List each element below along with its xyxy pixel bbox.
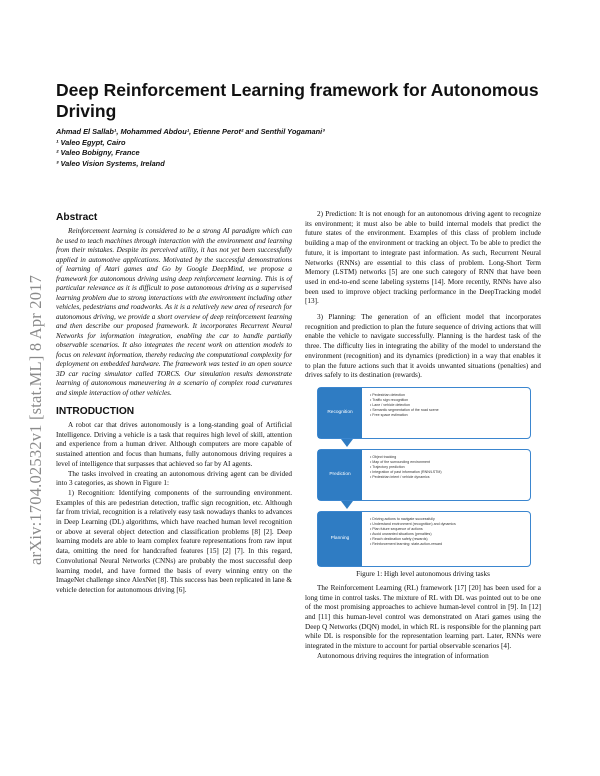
planning-item: • Driving actions to navigate successfully (370, 517, 530, 522)
planning-item: • Reach destination safely (rewards) (370, 537, 530, 542)
arxiv-stamp-text: arXiv:1704.02532v1 [stat.ML] 8 Apr 2017 (26, 274, 45, 565)
recognition-item: • Traffic sign recognition (370, 398, 530, 403)
abstract-heading: Abstract (56, 212, 98, 223)
intro-paragraph-recognition: 1) Recognition: Identifying components of the surrounding environment. Examples of this are pedestrian detection, traffic sign recognition, etc. Although far from trivial, recognition is a relatively easy task nowadays thanks to advances in Deep Learning (DL) algorithms, which have reached human level recognition or above at several object detection and classification problems [8] [2]. Deep learning models are able to learn complex feature representations from raw input data, omitting the need for handcrafted features [15] [2] [7]. In this regard, Convolutional Neural Networks (CNNs) are probably the most successful deep learning model, and have formed the basis of every winning entry on the ImageNet challenge since AlexNet [8]. This success has been replicated in lane & vehicle detection for autonomous driving [6]. (56, 488, 292, 594)
prediction-item: • Trajectory prediction (370, 465, 530, 470)
recognition-item: • Lane / vehicle detection (370, 403, 530, 408)
introduction-heading: INTRODUCTION (56, 406, 135, 417)
left-column (56, 212, 292, 596)
planning-stage-box (317, 511, 531, 567)
intro-paragraph-2: The tasks involved in creating an autonomous driving agent can be divided into 3 categories, as shown in Figure 1: (56, 469, 292, 488)
affiliation-2: ² Valeo Bobigny, France (56, 148, 140, 157)
prediction-item: • Map of the surrounding environment (370, 460, 530, 465)
planning-item: • Plan future sequence of actions (370, 527, 530, 532)
affiliation-3: ³ Valeo Vision Systems, Ireland (56, 158, 165, 168)
affiliation-1: ¹ Valeo Egypt, Cairo (56, 137, 126, 147)
rl-paragraph: The Reinforcement Learning (RL) framework [17] [20] has been used for a long time in control tasks. The mixture of RL with DL was pointed out to be one of the most promising approaches to achieve human-level control in [9]. In [12] and [11] this human-level control was demonstrated on Atari games using the Deep Q Networks (DQN) model, in which RL is responsible for the planning part while DL is responsible for the representation learning part. Later, RNNs were integrated in the mixture to account for partial observable scenarios [4]. (305, 583, 541, 651)
prediction-paragraph: 2) Prediction: It is not enough for an autonomous driving agent to recognize its environment; it must also be able to build internal models that predict the future states of the environment. Examples of this class of problem include building a map of the environment or tracking an object. To be able to predict the future, it is important to integrate past information. As such, Recurrent Neural Networks (RNNs) are essential to this class of problem. Long-Short Term Memory (LSTM) networks [5] are one such category of RNN that have been used in end-to-end scene labeling systems [14]. More recently, RNNs have also been used to improve object tracking performance in the DeepTracking model [13]. (305, 210, 541, 306)
author-names: Ahmad El Sallab¹, Mohammed Abdou¹, Etienne Perot² and Senthil Yogamani³ (56, 127, 325, 136)
abstract-text: Reinforcement learning is considered to be a strong AI paradigm which can be used to teach machines through interaction with the environment and learning from their mistakes. Despite its perceived utility, it has not yet been successfully applied in automotive applications. Motivated by the successful demonstrations of learning of Atari games and Go by Google DeepMind, we propose a framework for autonomous driving using deep reinforcement learning. This is of particular relevance as it is difficult to pose autonomous driving as a supervised learning problem due to strong interactions with the environment including other vehicles, pedestrians and roadworks. As it is a relatively new area of research for autonomous driving, we provide a short overview of deep reinforcement learning and then describe our proposed framework. It incorporates Recurrent Neural Networks for information integration, enabling the car to handle partially observable scenarios. It also integrates the recent work on attention models to focus on relevant information, thereby reducing the computational complexity for deployment on embedded hardware. The framework was tested in an open source 3D car racing simulator called TORCS. Our simulation results demonstrate learning of autonomous maneuvering in a scenario of complex road curvatures and simple interaction of other vehicles. (56, 227, 292, 397)
down-arrow-icon (341, 501, 353, 509)
planning-stage-label: Planning (318, 512, 362, 566)
paper-title: Deep Reinforcement Learning framework for Autonomous Driving (56, 80, 539, 121)
recognition-stage-label: Recognition (318, 388, 362, 438)
down-arrow-icon (341, 439, 353, 447)
planning-item: • Reinforcement learning: state-action-reward (370, 542, 530, 547)
intro-paragraph-1: A robot car that drives autonomously is a long-standing goal of Artificial Intelligence. Driving a vehicle is a task that requires high level of skill, attention and experience from a human driver. Although computers are more capable of sustained attention and focus than humans, fully autonomous driving requires a level of intelligence that surpasses that achieved so far by AI agents. (56, 421, 292, 468)
prediction-stage-label: Prediction (318, 450, 362, 500)
planning-paragraph: 3) Planning: The generation of an efficient model that incorporates recognition and prediction to plan the future sequence of driving actions that will enable the vehicle to navigate successfully. Planning is the hardest task of the three. The difficulty lies in integrating the ability of the model to understand the environment (recognition) and its dynamics (prediction) in a way that enables it to plan the future actions such that it avoids unwanted situations (penalties) and drives safely to its destination (rewards). (305, 313, 541, 380)
prediction-item: • Pedestrian intent / vehicle dynamics (370, 475, 530, 480)
author-block (56, 127, 546, 169)
last-paragraph: Autonomous driving requires the integration of information (317, 651, 489, 660)
recognition-stage-box (317, 387, 531, 439)
planning-item: • Understand environment (recognition) and dynamics (370, 522, 530, 527)
prediction-stage-box (317, 449, 531, 501)
figure-caption: Figure 1: High level autonomous driving tasks (356, 569, 490, 578)
figure-1-diagram (305, 387, 541, 567)
recognition-item: • Free space estimation (370, 413, 530, 418)
recognition-item: • Pedestrian detection (370, 393, 530, 398)
planning-item: • Avoid unwanted situations (penalties) (370, 532, 530, 537)
recognition-item: • Semantic segmentation of the road scene (370, 408, 530, 413)
arxiv-stamp (12, 210, 45, 570)
prediction-item: • Object tracking (370, 455, 530, 460)
right-column (305, 210, 541, 662)
prediction-item: • Integration of past information (RNN/LSTM) (370, 470, 530, 475)
